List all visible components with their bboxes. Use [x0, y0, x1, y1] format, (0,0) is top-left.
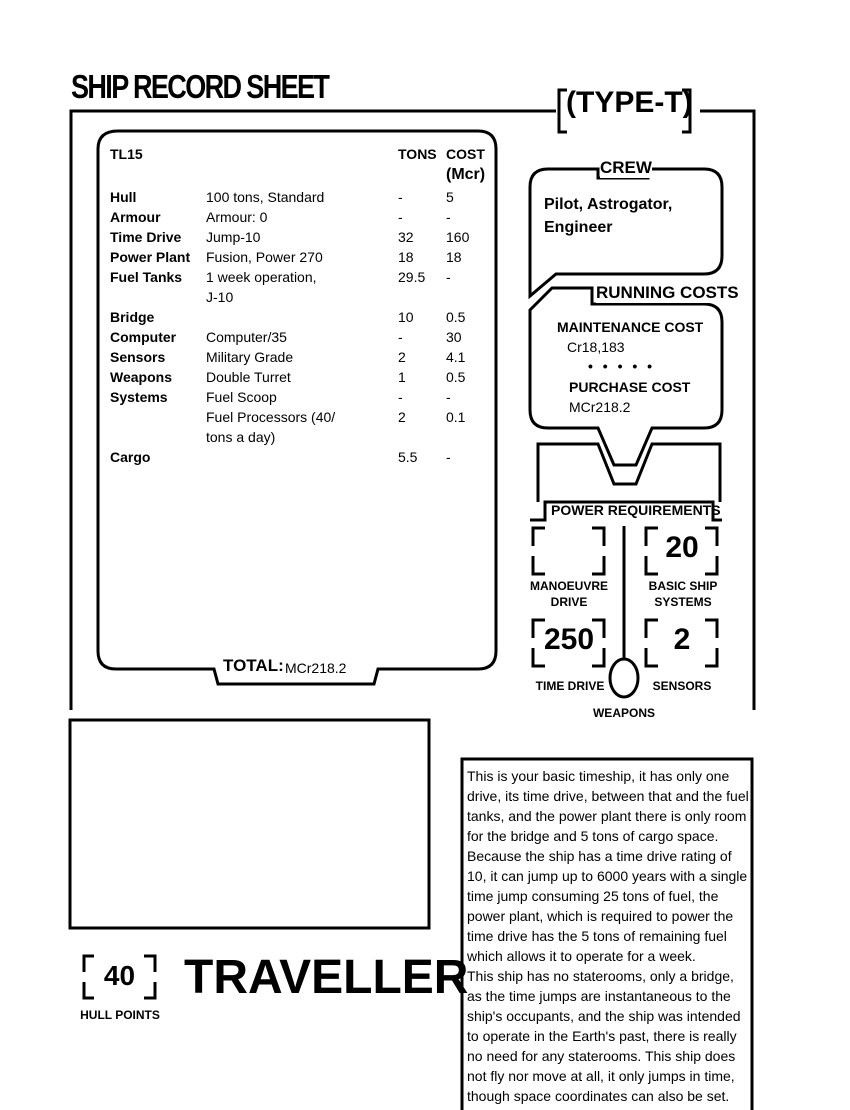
description-paragraph: This is your basic timeship, it has only one drive, its time drive, between that and the fuel tanks, and the power plant there is only room for the bridge and 5 tons of cargo space. Because the ship has a time drive rating of 10, it can jump up to 6000 years with a single time jump consuming 25 tons of fuel, the power plant, which is required to power the time drive has the 5 tons of remaining fuel which allows it to operate for a week.	[467, 768, 749, 964]
row-desc: Jump-10	[206, 229, 261, 245]
row-label: Hull	[110, 189, 137, 205]
shelf-box	[538, 444, 720, 502]
basic-systems-label: BASIC SHIP SYSTEMS	[648, 579, 718, 609]
maintenance-cost-value: Cr18,183	[567, 339, 625, 355]
row-tons: 18	[398, 249, 414, 265]
tons-header: TONS	[398, 146, 437, 162]
row-cost: 18	[446, 249, 462, 265]
tech-level: TL15	[110, 146, 143, 162]
time-drive-label: TIME DRIVE	[535, 679, 605, 693]
row-desc: Military Grade	[206, 349, 294, 365]
power-heading: POWER REQUIREMENTS	[551, 502, 721, 518]
row-label: Cargo	[110, 449, 151, 465]
row-cost: 30	[446, 329, 462, 345]
hull-points-value: 40	[103, 960, 136, 991]
row-tons: 29.5	[398, 269, 426, 285]
row-tons: 2	[398, 409, 406, 425]
crew-line-2: Engineer	[544, 219, 613, 236]
row-label: Power Plant	[110, 249, 191, 265]
row-tons: -	[398, 189, 403, 205]
row-desc: 1 week operation,	[206, 269, 317, 285]
weapons-label: WEAPONS	[592, 706, 655, 720]
time-drive-value: 250	[543, 623, 595, 656]
row-desc: Fuel Processors (40/	[206, 409, 336, 425]
row-tons: -	[398, 329, 403, 345]
ship-description	[467, 766, 752, 1106]
purchase-cost-label: PURCHASE COST	[569, 379, 691, 395]
row-label: Weapons	[110, 369, 172, 385]
crew-line-1: Pilot, Astrogator,	[544, 196, 673, 213]
row-cost: 5	[446, 189, 454, 205]
row-cost: 0.5	[446, 369, 466, 385]
total-value: MCr218.2	[285, 660, 347, 676]
row-desc: Fuel Scoop	[206, 389, 277, 405]
purchase-cost-value: MCr218.2	[569, 399, 631, 415]
cost-unit: (Mcr)	[446, 166, 486, 183]
maintenance-cost-label: MAINTENANCE COST	[557, 319, 704, 335]
row-desc: Double Turret	[206, 369, 291, 385]
sensors-value: 2	[673, 623, 691, 656]
sheet-title: SHIP RECORD SHEET	[71, 68, 329, 105]
row-tons: 1	[398, 369, 406, 385]
row-desc: Computer/35	[206, 329, 287, 345]
row-desc: J-10	[206, 289, 234, 305]
total-label: TOTAL:	[223, 656, 284, 675]
row-cost: -	[446, 389, 451, 405]
row-label: Systems	[110, 389, 168, 405]
cost-header: COST	[446, 146, 485, 162]
running-costs-heading: RUNNING COSTS	[596, 283, 739, 302]
row-desc: 100 tons, Standard	[206, 189, 325, 205]
description-paragraph: This ship has no staterooms, only a bridge, as the time jumps are instantaneous to the ship's occupants, and the ship was intended to operate in the Earth's past, there is really no need for any staterooms. This ship does not fly nor move at all, it only jumps in time, though space coordinates can also be set.	[467, 968, 741, 1104]
row-label: Armour	[110, 209, 161, 225]
row-cost: 0.5	[446, 309, 466, 325]
row-cost: 160	[446, 229, 470, 245]
row-cost: 4.1	[446, 349, 466, 365]
row-tons: 10	[398, 309, 414, 325]
image-placeholder	[70, 720, 429, 928]
row-label: Fuel Tanks	[110, 269, 183, 285]
crew-heading: CREW	[600, 158, 652, 177]
row-desc: tons a day)	[206, 429, 276, 445]
row-label: Computer	[110, 329, 177, 345]
row-tons: 32	[398, 229, 414, 245]
row-tons: -	[398, 389, 403, 405]
manoeuvre-drive-label: MANOEUVRE DRIVE	[529, 579, 608, 609]
row-cost: -	[446, 209, 451, 225]
row-cost: -	[446, 269, 451, 285]
row-cost: -	[446, 449, 451, 465]
row-tons: 2	[398, 349, 406, 365]
traveller-logo: TRAVELLER	[184, 951, 469, 1004]
row-cost: 0.1	[446, 409, 466, 425]
row-desc: Armour: 0	[206, 209, 268, 225]
hull-points-label: HULL POINTS	[80, 1008, 160, 1022]
row-label: Bridge	[110, 309, 155, 325]
row-tons: -	[398, 209, 403, 225]
basic-systems-value: 20	[665, 531, 699, 564]
row-desc: Fusion, Power 270	[206, 249, 323, 265]
row-tons: 5.5	[398, 449, 418, 465]
ship-type: (TYPE-T)	[566, 86, 693, 119]
sensors-label: SENSORS	[652, 679, 712, 693]
row-label: Time Drive	[110, 229, 182, 245]
dots-separator: • • • • •	[588, 358, 656, 374]
row-label: Sensors	[110, 349, 166, 365]
